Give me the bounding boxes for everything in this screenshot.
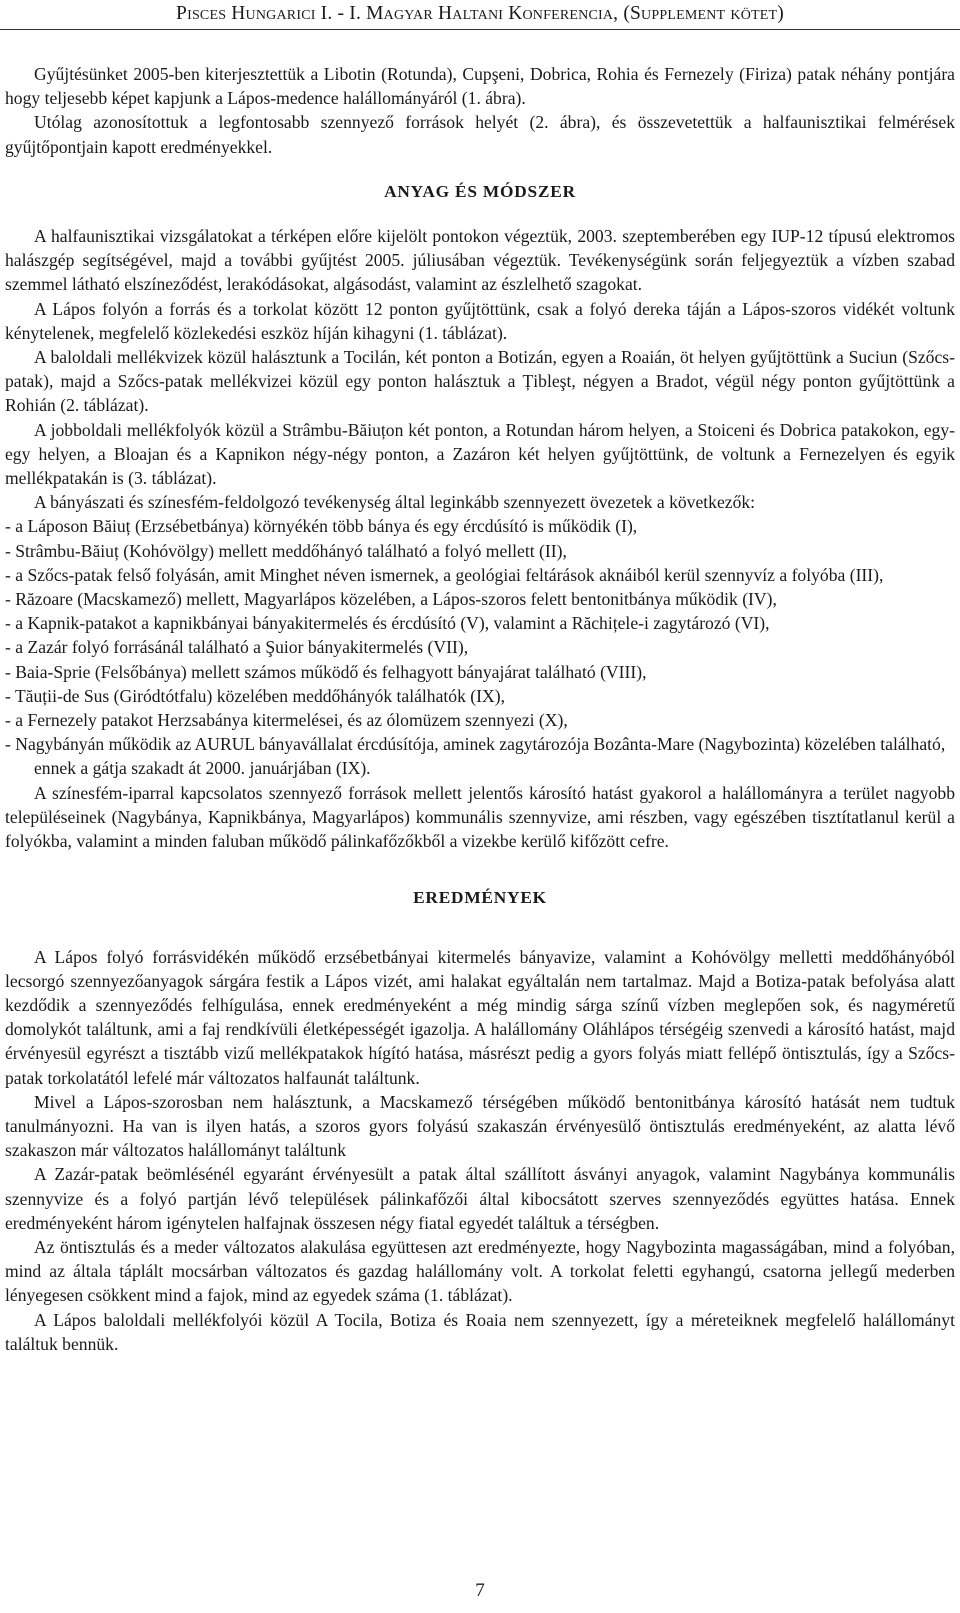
running-header — [0, 0, 960, 40]
methods-paragraph-5: A bányászati és színesfém-feldolgozó tevékenység által leginkább szennyezett övezetek a következők: — [34, 492, 756, 513]
intro-paragraph-1: Gyűjtésünket 2005-ben kiterjesztettük a Libotin (Rotunda), Cupşeni, Dobrica, Rohia és Fernezely (Firiza) patak néhány pontjára hogy teljesebb képet kapjunk a Lápos-medence halállományáról (1. ábra). — [5, 64, 955, 109]
list-item: - a Fernezely patakot Herzsabánya kitermelései, és az ólomüzem szennyezi (X), — [5, 710, 568, 731]
results-paragraph-5: A Lápos baloldali mellékfolyói közül A Tocila, Botiza és Roaia nem szennyezett, így a méreteiknek megfelelő halállományt találtuk bennük. — [5, 1309, 955, 1354]
list-item: - Baia-Sprie (Felsőbánya) mellett számos működő és felhagyott bányajárat található (VIII), — [5, 661, 647, 682]
methods-paragraph-6: A színesfém-iparral kapcsolatos szennyező források mellett jelentős károsító hatást gyakorol a halállományra a terület nagyobb településeinek (Nagybánya, Kapnikbánya, Magyarlápos) kommunális szennyvize, ami részben, vagy egészében tisztítatlanul kerül a folyókba, valamint a minden faluban működő pálinkafőzőkből a vizekbe kerülő kifőzött cefre. — [5, 782, 955, 852]
list-item: - a Láposon Băiuț (Erzsébetbánya) környékén több bánya és egy ércdúsító is működik (I), — [5, 516, 638, 537]
results-paragraph-2: Mivel a Lápos-szorosban nem halásztunk, a Macskamező térségében működő bentonitbánya károsító hatását nem tudtuk tanulmányozni. Ha van is ilyen hatás, a szoros gyors folyású szakaszán érvényesülő öntisztulás eredményeként, az alatta lévő szakaszon már változatos halállományt találtunk — [5, 1091, 955, 1161]
results-paragraph-3: A Zazár-patak beömlésénél egyaránt érvényesült a patak által szállított ásványi anyagok, valamint Nagybánya kommunális szennyvize és a folyó partján lévő települések pálinkafőzői által kibocsátott szerves szennyeződés együttes hatása. Ennek eredményeként három igénytelen halfajnak összesen négy fiatal egyedét találtuk a térségben. — [5, 1164, 955, 1233]
section-heading-methods: ANYAG ÉS MÓDSZER — [384, 181, 576, 201]
results-paragraph-4: Az öntisztulás és a meder változatos alakulása együttesen azt eredményezte, hogy Nagybozinta magasságában, mind a folyóban, mind az általa táplált mocsárban változatos és gazdag halállomány volt. A torkolat feletti egyhangú, csatorna jellegű mederben lényegesen csökkent mind a fajok, mind az egyedek száma (1. táblázat). — [5, 1236, 955, 1306]
methods-paragraph-2: A Lápos folyón a forrás és a torkolat között 12 ponton gyűjtöttünk, csak a folyó dereka táján a Lápos-szoros vidékét voltunk kénytelenek, megfelelő közlekedési eszköz híján kihagyni (1. táblázat). — [5, 298, 955, 343]
list-item: - Strâmbu-Băiuț (Kohóvölgy) mellett meddőhányó található a folyó mellett (II), — [5, 540, 567, 561]
running-header-title: Pisces Hungarici I. - I. Magyar Haltani Konferencia, (Supplement kötet) — [176, 3, 784, 24]
section-heading-results: EREDMÉNYEK — [413, 888, 547, 908]
pollution-source-list — [5, 514, 955, 780]
methods-paragraph-3: A baloldali mellékvizek közül halásztunk a Tocilán, két ponton a Botizán, egyen a Roaián, öt helyen gyűjtöttünk a Suciun (Szőcs-patak), majd a Szőcs-patak mellékvizei közül egy ponton halásztuk a Țibleşt, négyen a Bradot, végül négy ponton gyűjtöttünk a Rohián (2. táblázat). — [5, 347, 955, 416]
methods-paragraph-1: A halfaunisztikai vizsgálatokat a térképen előre kijelölt pontokon végeztük, 2003. szeptemberében egy IUP-12 típusú elektromos halászgép segítségével, majd a további gyűjtést 2005. júliusában végeztük. Tevékenységünk során feljegyeztük a vízben szabad szemmel látható elszíneződést, lerakódásokat, algásodást, valamint az észlelhető szagokat. — [5, 226, 955, 295]
methods-paragraph-4: A jobboldali mellékfolyók közül a Strâmbu-Băiuțon két ponton, a Rotundan három helyen, a Stoiceni és Dobrica patakokon, egy-egy helyen, a Bloajan és a Kapnikon négy-négy ponton, a Zazáron két helyen gyűjtöttünk, de voltunk a Fernezelyen és egyik mellékpatakán is (3. táblázat). — [5, 419, 955, 489]
list-item: - Nagybányán működik az AURUL bányavállalat ércdúsítója, aminek zagytározója Bozânta-Mare (Nagybozinta) közelében található, ennek a gátja szakadt át 2000. januárjában (IX). — [5, 734, 946, 779]
list-item: - Tăuții-de Sus (Giródtótfalu) közelében meddőhányók találhatók (IX), — [5, 685, 505, 706]
list-item: - a Szőcs-patak felső folyásán, amit Minghet néven ismernek, a geológiai feltárások aknáiból kerül szennyvíz a folyóba (III), — [5, 564, 884, 585]
results-paragraph-1: A Lápos folyó forrásvidékén működő erzsébetbányai kitermelés bányavize, valamint a Kohóvölgy melletti meddőhányóból lecsorgó szennyezőanyagok sárgára festik a Lápos vizét, ami halakat egyáltalán nem tartalmaz. Majd a Botiza-patak befolyása alatt kezdődik a szennyeződés felhígulása, ennek eredményeként a még mindig sárga színű vízben meglepően sok, és nagyméretű domolykót találtunk, ami a faj rendkívüli életképességét igazolja. A halállomány Oláhlápos térségéig szenvedi a károsító hatást, majd érvényesül egyrészt a tisztább vizű mellékpatakok hígító hatása, másrészt pedig a gyors folyás miatt fellépő öntisztulás, így a Szőcs-patak torkolatától lefelé már változatos halfaunát találtunk. — [5, 946, 955, 1088]
list-item: - a Kapnik-patakot a kapnikbányai bányakitermelés és ércdúsító (V), valamint a Răchițele-i zagytározó (VI), — [5, 613, 770, 634]
header-rule — [0, 29, 960, 30]
intro-paragraph-2: Utólag azonosítottuk a legfontosabb szennyező források helyét (2. ábra), és összevetettük a halfaunisztikai felmérések gyűjtőpontjain kapott eredményekkel. — [5, 112, 955, 157]
list-item: - Răzoare (Macskamező) mellett, Magyarlápos közelében, a Lápos-szoros felett bentonitbánya működik (IV), — [5, 589, 777, 610]
page-body — [5, 62, 955, 1356]
page-number: 7 — [475, 1580, 485, 1601]
list-item: - a Zazár folyó forrásánál található a Şuior bányakitermelés (VII), — [5, 637, 469, 658]
